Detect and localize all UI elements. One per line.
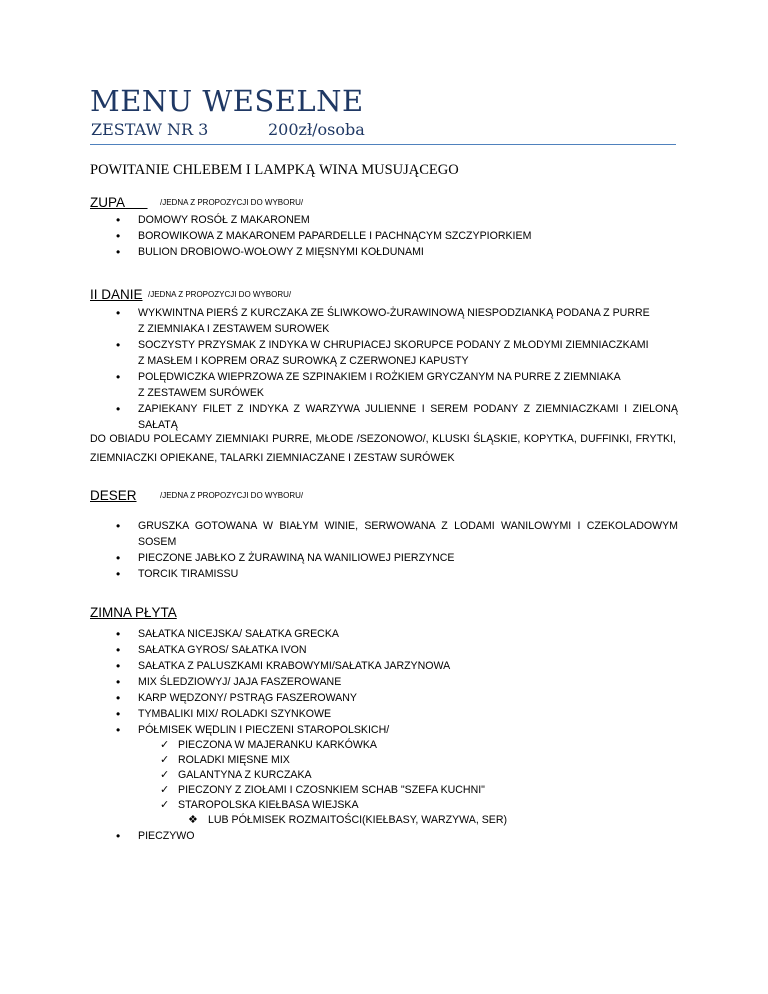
list-item: • KARP WĘDZONY/ PSTRĄG FASZEROWANY [90, 690, 726, 706]
list-item: • SAŁATKA NICEJSKA/ SAŁATKA GRECKA [90, 626, 726, 642]
platter-sublist [138, 738, 726, 813]
section-note-zupa: /JEDNA Z PROPOZYCJI DO WYBORU/ [160, 198, 304, 207]
list-item: • TORCIK TIRAMISSU [90, 566, 726, 582]
zimna-list [90, 626, 726, 844]
section-note-deser: /JEDNA Z PROPOZYCJI DO WYBORU/ [160, 491, 304, 500]
checkmark-item: ✓ PIECZONA W MAJERANKU KARKÓWKA [138, 738, 726, 753]
section-deser [90, 487, 678, 580]
price-per-person: 200zł/osoba [268, 120, 365, 139]
list-item: • MIX ŚLEDZIOWYJ/ JAJA FASZEROWANE [90, 674, 726, 690]
drugie-list [90, 305, 726, 433]
section-zupa [90, 194, 532, 258]
list-item: • WYKWINTNA PIERŚ Z KURCZAKA ZE ŚLIWKOWO-ŻURAWINOWĄ NIESPODZIANKĄ PODANA Z PURRE Z ZIEMNIAKA I ZESTAWEM SUROWEK [90, 305, 726, 337]
list-item: • SAŁATKA Z PALUSZKAMI KRABOWYMI/SAŁATKA JARZYNOWA [90, 658, 726, 674]
diamond-bullet-icon: ❖ [188, 814, 198, 826]
list-item: • ZAPIEKANY FILET Z INDYKA Z WARZYWA JULIENNE I SEREM PODANY Z ZIEMNIACZKAMI I ZIELONĄ SAŁATĄ [90, 401, 726, 433]
title-divider [90, 144, 676, 145]
list-item: • SAŁATKA GYROS/ SAŁATKA IVON [90, 642, 726, 658]
side-dishes-note: DO OBIADU POLECAMY ZIEMNIAKI PURRE, MŁODE /SEZONOWO/, KLUSKI ŚLĄSKIE, KOPYTKA, DUFFINKI, FRYTKI, ZIEMNIACZKI OPIEKANE, TALARKI ZIEMNIACZANE I ZESTAW SURÓWEK [90, 433, 676, 464]
checkmark-item: ✓ STAROPOLSKA KIEŁBASA WIEJSKA [138, 798, 726, 813]
section-zimna-plyta [90, 604, 508, 842]
list-item: • POLĘDWICZKA WIEPRZOWA ZE SZPINAKIEM I ROŻKIEM GRYCZANYM NA PURRE Z ZIEMNIAKA Z ZESTAWEM SURÓWEK [90, 369, 726, 401]
checkmark-item: ✓ PIECZONY Z ZIOŁAMI I CZOSNKIEM SCHAB "SZEFA KUCHNI" [138, 783, 726, 798]
list-item: • BOROWIKOWA Z MAKARONEM PAPARDELLE I PACHNĄCYM SZCZYPIORKIEM [90, 228, 726, 244]
checkmark-item: ✓ GALANTYNA Z KURCZAKA [138, 768, 726, 783]
set-number: ZESTAW NR 3 [91, 120, 209, 139]
list-item: • PIECZONE JABŁKO Z ŻURAWINĄ NA WANILIOWEJ PIERZYNCE [90, 550, 726, 566]
checkmark-item: ✓ ROLADKI MIĘSNE MIX [138, 753, 726, 768]
section-title-drugie: II DANIE [90, 287, 143, 302]
section-title-zupa: ZUPA [90, 195, 126, 210]
alternative-platter: ❖ LUB PÓŁMISEK ROZMAITOŚCI(KIEŁBASY, WARZYWA, SER) [188, 814, 508, 826]
list-item: • DOMOWY ROSÓŁ Z MAKARONEM [90, 212, 726, 228]
list-item: • GRUSZKA GOTOWANA W BIAŁYM WINIE, SERWOWANA Z LODAMI WANILOWYMI I CZEKOLADOWYM SOSEM [90, 518, 726, 550]
zupa-list [90, 212, 726, 260]
list-item: • TYMBALIKI MIX/ ROLADKI SZYNKOWE [90, 706, 726, 722]
section-note-drugie: /JEDNA Z PROPOZYCJI DO WYBORU/ [148, 290, 292, 299]
deser-list [90, 518, 726, 582]
welcome-line: POWITANIE CHLEBEM I LAMPKĄ WINA MUSUJĄCEGO [90, 162, 459, 178]
section-drugie [90, 286, 678, 431]
list-item: • PIECZYWO [90, 828, 726, 844]
menu-title: MENU WESELNE [90, 84, 364, 118]
section-title-deser: DESER [90, 488, 137, 503]
menu-subtitle [91, 120, 365, 139]
section-title-zimna: ZIMNA PŁYTA [90, 605, 177, 620]
list-item: • BULION DROBIOWO-WOŁOWY Z MIĘSNYMI KOŁDUNAMI [90, 244, 726, 260]
list-item: • SOCZYSTY PRZYSMAK Z INDYKA W CHRUPIACEJ SKORUPCE PODANY Z MŁODYMI ZIEMNIACZKAMI Z MASŁEM I KOPREM ORAZ SUROWKĄ Z CZERWONEJ KAPUSTY [90, 337, 726, 369]
list-item: • PÓŁMISEK WĘDLIN I PIECZENI STAROPOLSKICH/ ✓ PIECZONA W MAJERANKU KARKÓWKA ✓ ROLADKI MIĘSNE MIX ✓ GALANTYNA Z KURCZAKA ✓ PIECZONY Z ZIOŁAMI I CZOSNKIEM SCHAB "SZEFA KUCHNI" ✓ STAROPOLSKA KIEŁBASA WIEJSKA ❖ LUB PÓŁMISEK ROZMAITOŚCI(KIEŁBASY, WARZYWA, SER) [90, 722, 726, 828]
